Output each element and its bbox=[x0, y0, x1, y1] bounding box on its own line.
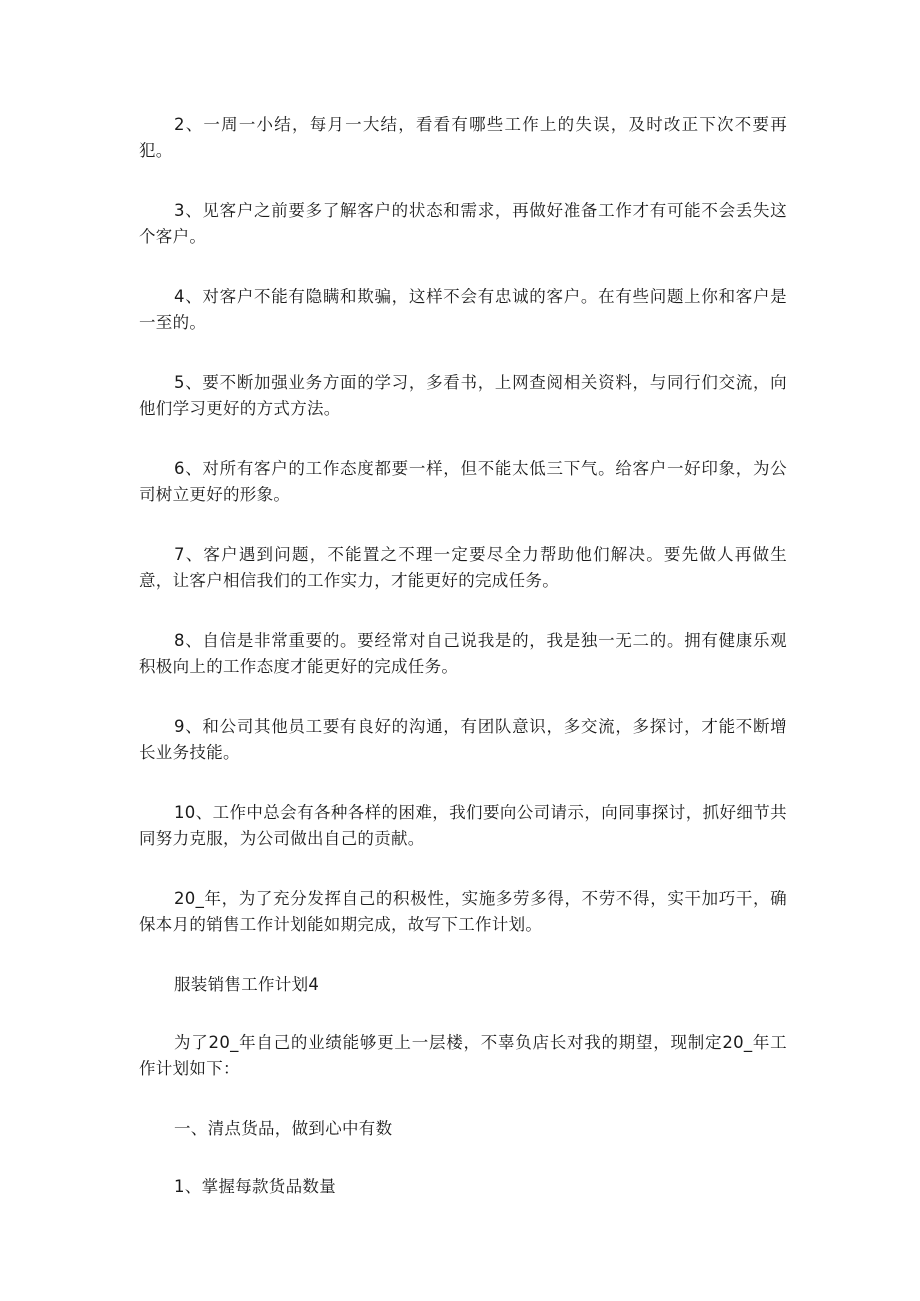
paragraph-summary: 20_年，为了充分发挥自己的积极性，实施多劳多得，不劳不得，实干加巧干，确保本月的销售工作计划能如期完成，故写下工作计划。 bbox=[139, 889, 787, 934]
paragraph-item-7: 7、客户遇到问题，不能置之不理一定要尽全力帮助他们解决。要先做人再做生意，让客户相信我们的工作实力，才能更好的完成任务。 bbox=[139, 545, 787, 590]
paragraph-intro: 为了20_年自己的业绩能够更上一层楼，不辜负店长对我的期望，现制定20_年工作计划如下： bbox=[139, 1033, 787, 1078]
paragraph-item-4: 4、对客户不能有隐瞒和欺骗，这样不会有忠诚的客户。在有些问题上你和客户是一至的。 bbox=[139, 287, 787, 332]
paragraph-item-5: 5、要不断加强业务方面的学习，多看书，上网查阅相关资料，与同行们交流，向他们学习更好的方式方法。 bbox=[139, 373, 787, 418]
document-body bbox=[139, 112, 787, 1234]
section-heading: 服装销售工作计划4 bbox=[174, 975, 320, 994]
paragraph-item-9: 9、和公司其他员工要有良好的沟通，有团队意识，多交流，多探讨，才能不断增长业务技能。 bbox=[139, 717, 787, 762]
list-item-1: 1、掌握每款货品数量 bbox=[174, 1177, 336, 1196]
paragraph-item-8: 8、自信是非常重要的。要经常对自己说我是的，我是独一无二的。拥有健康乐观积极向上的工作态度才能更好的完成任务。 bbox=[139, 631, 787, 676]
paragraph-item-2: 2、一周一小结，每月一大结，看看有哪些工作上的失误，及时改正下次不要再犯。 bbox=[139, 115, 787, 160]
subsection-heading: 一、清点货品，做到心中有数 bbox=[174, 1119, 393, 1138]
paragraph-item-6: 6、对所有客户的工作态度都要一样，但不能太低三下气。给客户一好印象，为公司树立更好的形象。 bbox=[139, 459, 787, 504]
paragraph-item-3: 3、见客户之前要多了解客户的状态和需求，再做好准备工作才有可能不会丢失这个客户。 bbox=[139, 201, 787, 246]
paragraph-item-10: 10、工作中总会有各种各样的困难，我们要向公司请示，向同事探讨，抓好细节共同努力克服，为公司做出自己的贡献。 bbox=[139, 803, 787, 848]
